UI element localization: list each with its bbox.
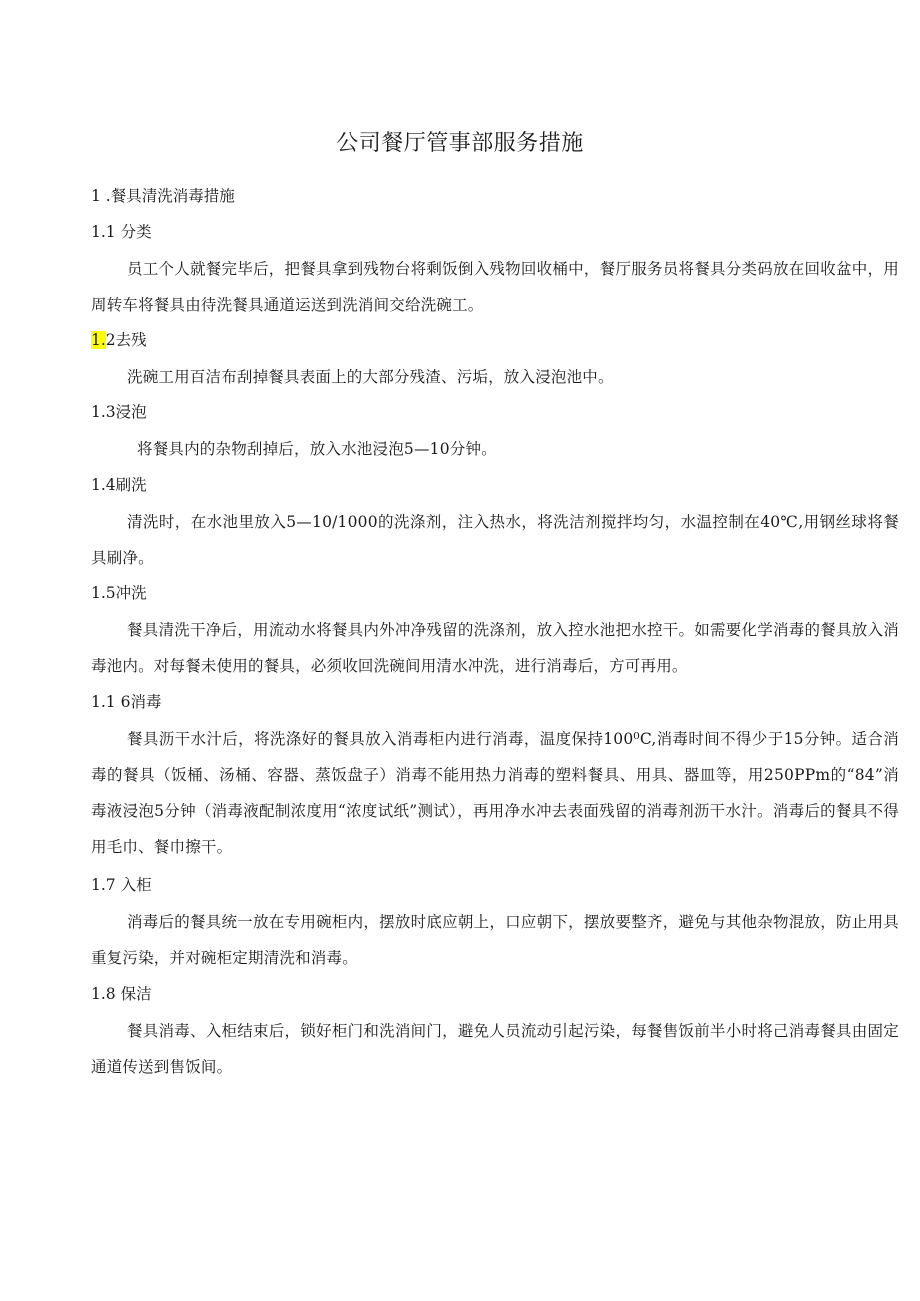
paragraph-1-7: 消毒后的餐具统一放在专用碗柜内，摆放时底应朝上，口应朝下，摆放要整齐，避免与其他杂物混放，防止用具重复污染，并对碗柜定期清洗和消毒。 [91, 913, 899, 967]
paragraph-1-4: 清洗时，在水池里放入5—10/1000的洗涤剂，注入热水，将洗洁剂搅拌均匀，水温控制在40℃,用钢丝球将餐具刷净。 [91, 513, 899, 567]
subsection-heading-1-5: 1.5冲洗 [91, 584, 147, 602]
section-heading-1: 1 .餐具清洗消毒措施 [91, 187, 235, 205]
document-title: 公司餐厅管事部服务措施 [336, 131, 584, 156]
subsection-heading-1-3: 1.3浸泡 [91, 403, 147, 421]
paragraph-1-8: 餐具消毒、入柜结束后，锁好柜门和洗消间门，避免人员流动引起污染，每餐售饭前半小时将己消毒餐具由固定通道传送到售饭间。 [91, 1022, 899, 1076]
subsection-heading-1-7: 1.7 入柜 [91, 876, 152, 894]
paragraph-1-3: 将餐具内的杂物刮掉后，放入水池浸泡5—10分钟。 [137, 440, 497, 458]
paragraph-1-1: 员工个人就餐完毕后，把餐具拿到残物台将剩饭倒入残物回收桶中，餐厅服务员将餐具分类码放在回收盆中，用周转车将餐具由待洗餐具通道运送到洗消间交给洗碗工。 [91, 260, 899, 314]
subsection-heading-1-4: 1.4刷洗 [91, 476, 147, 494]
subsection-heading-1-6: 1.1 6消毒 [91, 693, 162, 711]
highlighted-text: 1. [91, 331, 106, 349]
paragraph-1-5: 餐具清洗干净后，用流动水将餐具内外冲净残留的洗涤剂，放入控水池把水控干。如需要化学消毒的餐具放入消毒池内。对每餐未使用的餐具，必须收回洗碗间用清水冲洗，进行消毒后，方可再用。 [91, 621, 899, 675]
subsection-heading-1-2 [91, 328, 147, 352]
subsection-heading-1-8: 1.8 保洁 [91, 985, 152, 1003]
subsection-heading-1-2-rest: 2去残 [105, 331, 147, 349]
subsection-heading-1-1: 1.1 分类 [91, 223, 152, 241]
paragraph-1-2: 洗碗工用百洁布刮掉餐具表面上的大部分残渣、污垢，放入浸泡池中。 [127, 368, 614, 386]
paragraph-1-6: 餐具沥干水汁后，将洗涤好的餐具放入消毒柜内进行消毒，温度保持100⁰C,消毒时间不得少于15分钟。适合消毒的餐具（饭桶、汤桶、容器、蒸饭盘子）消毒不能用热力消毒的塑料餐具、用具、器皿等，用250PPm的“84”消毒液浸泡5分钟（消毒液配制浓度用“浓度试纸”测试），再用净水冲去表面残留的消毒剂沥干水汁。消毒后的餐具不得用毛巾、餐巾擦干。 [91, 730, 899, 856]
